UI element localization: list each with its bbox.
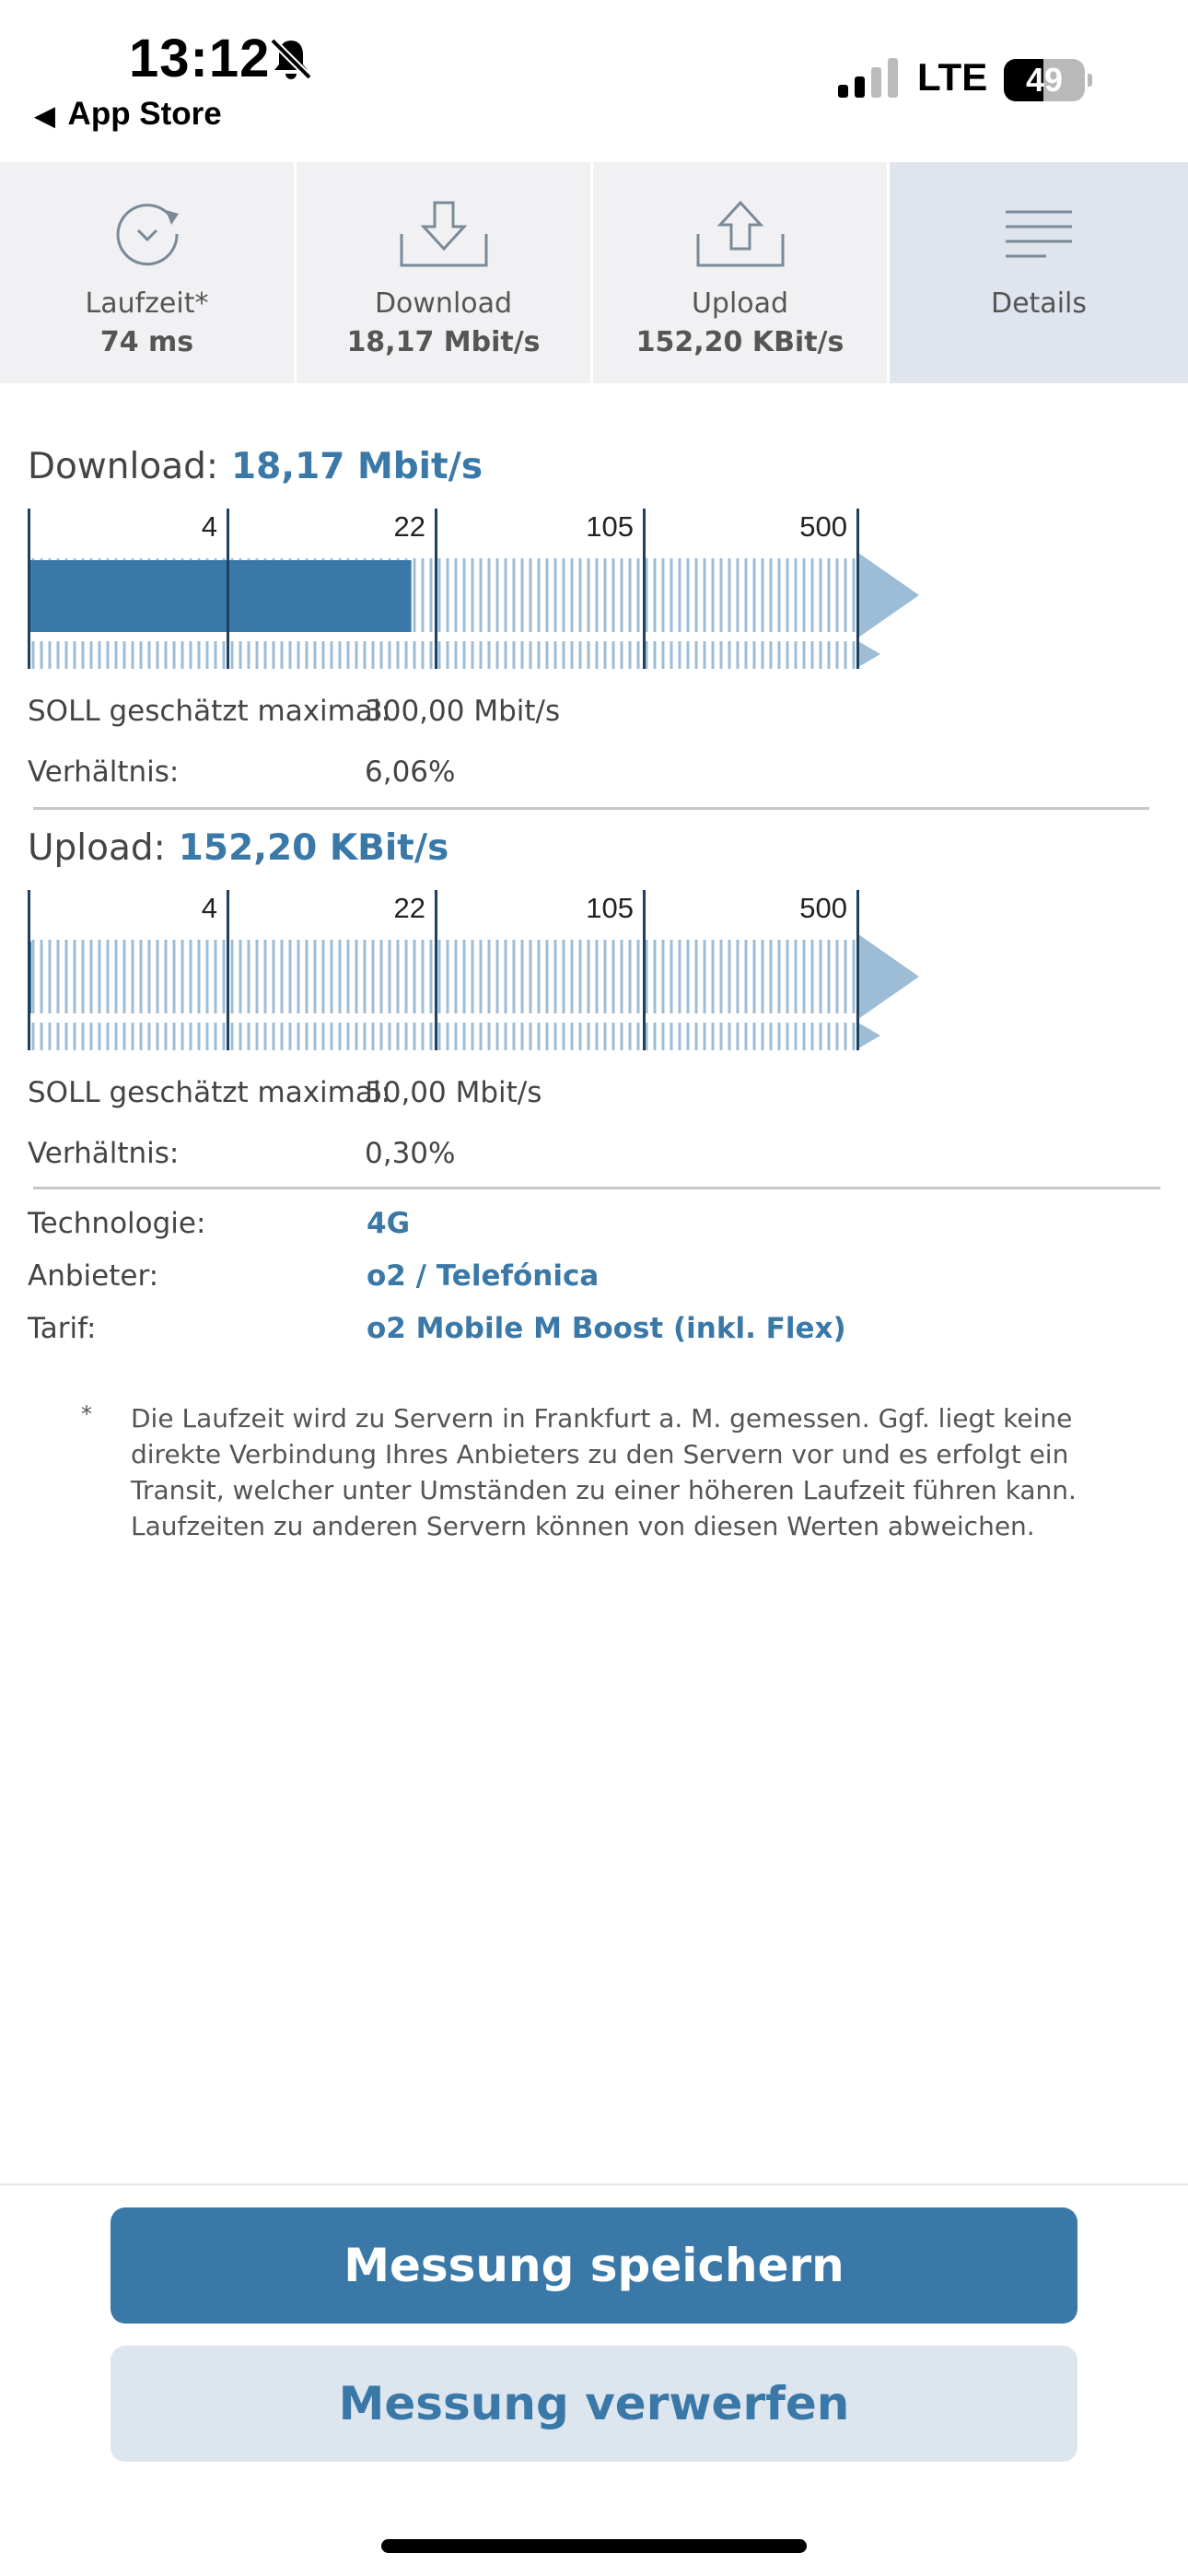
tab-latency[interactable] (0, 162, 297, 383)
cellular-signal-icon (836, 57, 901, 100)
download-gauge-arrow-small (858, 641, 880, 667)
tab-upload-label: Upload (691, 287, 789, 320)
tab-details-label: Details (990, 287, 1087, 320)
divider (33, 1187, 1160, 1189)
upload-heading (28, 827, 448, 869)
download-gauge-arrow (858, 553, 919, 638)
download-soll-value: 300,00 Mbit/s (365, 695, 561, 728)
download-soll-row (28, 695, 561, 728)
latency-footnote (83, 1400, 1105, 1544)
download-soll-label: SOLL geschätzt maximal: (28, 695, 390, 728)
tab-details[interactable] (890, 162, 1188, 383)
battery-level: 49 (1025, 61, 1064, 99)
tab-upload[interactable] (593, 162, 890, 383)
upload-icon (694, 197, 786, 271)
download-gauge-tick-label: 105 (586, 510, 634, 543)
download-ratio-value: 6,06% (365, 755, 456, 789)
provider-row (28, 1259, 600, 1293)
latency-gauge-icon (111, 197, 184, 271)
tariff-row (28, 1312, 846, 1345)
upload-soll-label: SOLL geschätzt maximal: (28, 1076, 390, 1109)
footnote-marker: * (81, 1401, 92, 1427)
tab-download-label: Download (374, 287, 513, 320)
upload-ratio-row (28, 1137, 456, 1170)
back-to-app-store[interactable] (35, 96, 222, 133)
divider (0, 2184, 1188, 2185)
upload-ratio-label: Verhältnis: (28, 1137, 180, 1170)
download-title: Download: (28, 446, 218, 487)
result-tabs (0, 162, 1188, 383)
download-gauge-tick-label: 4 (201, 510, 217, 543)
download-icon (398, 197, 490, 271)
download-gauge-tick-label: 22 (393, 510, 425, 543)
upload-gauge-arrow (858, 934, 919, 1019)
technology-value: 4G (367, 1207, 411, 1240)
provider-label: Anbieter: (28, 1259, 159, 1293)
upload-gauge-tick-label: 22 (393, 892, 425, 924)
bell-muted-icon (267, 35, 315, 83)
tab-download-value: 18,17 Mbit/s (346, 326, 541, 358)
upload-value: 152,20 KBit/s (178, 827, 449, 869)
download-gauge-fill-bar (28, 560, 412, 632)
tab-download[interactable] (297, 162, 593, 383)
discard-measurement-button[interactable]: Messung verwerfen (111, 2346, 1077, 2462)
download-gauge-tick-label: 500 (799, 510, 847, 543)
download-value: 18,17 Mbit/s (231, 446, 483, 487)
network-type: LTE (917, 55, 988, 99)
tab-upload-value: 152,20 KBit/s (635, 326, 844, 358)
battery-icon (1004, 59, 1092, 101)
technology-label: Technologie: (28, 1207, 206, 1240)
save-measurement-button[interactable]: Messung speichern (111, 2207, 1077, 2324)
provider-value: o2 / Telefónica (367, 1259, 600, 1293)
tab-latency-label: Laufzeit* (85, 287, 209, 320)
upload-gauge-tick-label: 4 (201, 892, 217, 924)
upload-gauge-tick-label: 105 (586, 892, 634, 924)
upload-title: Upload: (28, 827, 166, 869)
tab-latency-value: 74 ms (99, 326, 194, 358)
download-speed-gauge (28, 505, 930, 671)
back-label: App Store (67, 96, 222, 132)
tariff-label: Tarif: (28, 1312, 97, 1345)
upload-gauge-arrow-small (858, 1023, 880, 1048)
tariff-value: o2 Mobile M Boost (inkl. Flex) (367, 1312, 846, 1345)
details-lines-icon (1002, 206, 1076, 262)
download-ratio-row (28, 755, 456, 789)
upload-gauge-tick-label: 500 (799, 892, 847, 924)
home-indicator[interactable] (381, 2539, 807, 2553)
upload-ratio-value: 0,30% (365, 1137, 456, 1170)
download-heading (28, 446, 483, 487)
footnote-text: Die Laufzeit wird zu Servern in Frankfurt a. M. gemessen. Ggf. liegt keine direkte Verbindung Ihres Anbieters zu den Servern vor und es erfolgt ein Transit, welcher unter Umständen zu einer höheren Laufzeit führen kann. Laufzeiten zu anderen Servern können von diesen Werten abweichen. (131, 1403, 1077, 1541)
divider (33, 807, 1149, 810)
upload-soll-value: 50,00 Mbit/s (365, 1076, 542, 1109)
technology-row (28, 1207, 411, 1240)
upload-soll-row (28, 1076, 542, 1109)
status-bar (0, 0, 1188, 162)
back-triangle-icon: ◀ (35, 101, 55, 130)
upload-speed-gauge (28, 886, 930, 1052)
clock: 13:12 (129, 29, 271, 88)
download-ratio-label: Verhältnis: (28, 755, 180, 789)
